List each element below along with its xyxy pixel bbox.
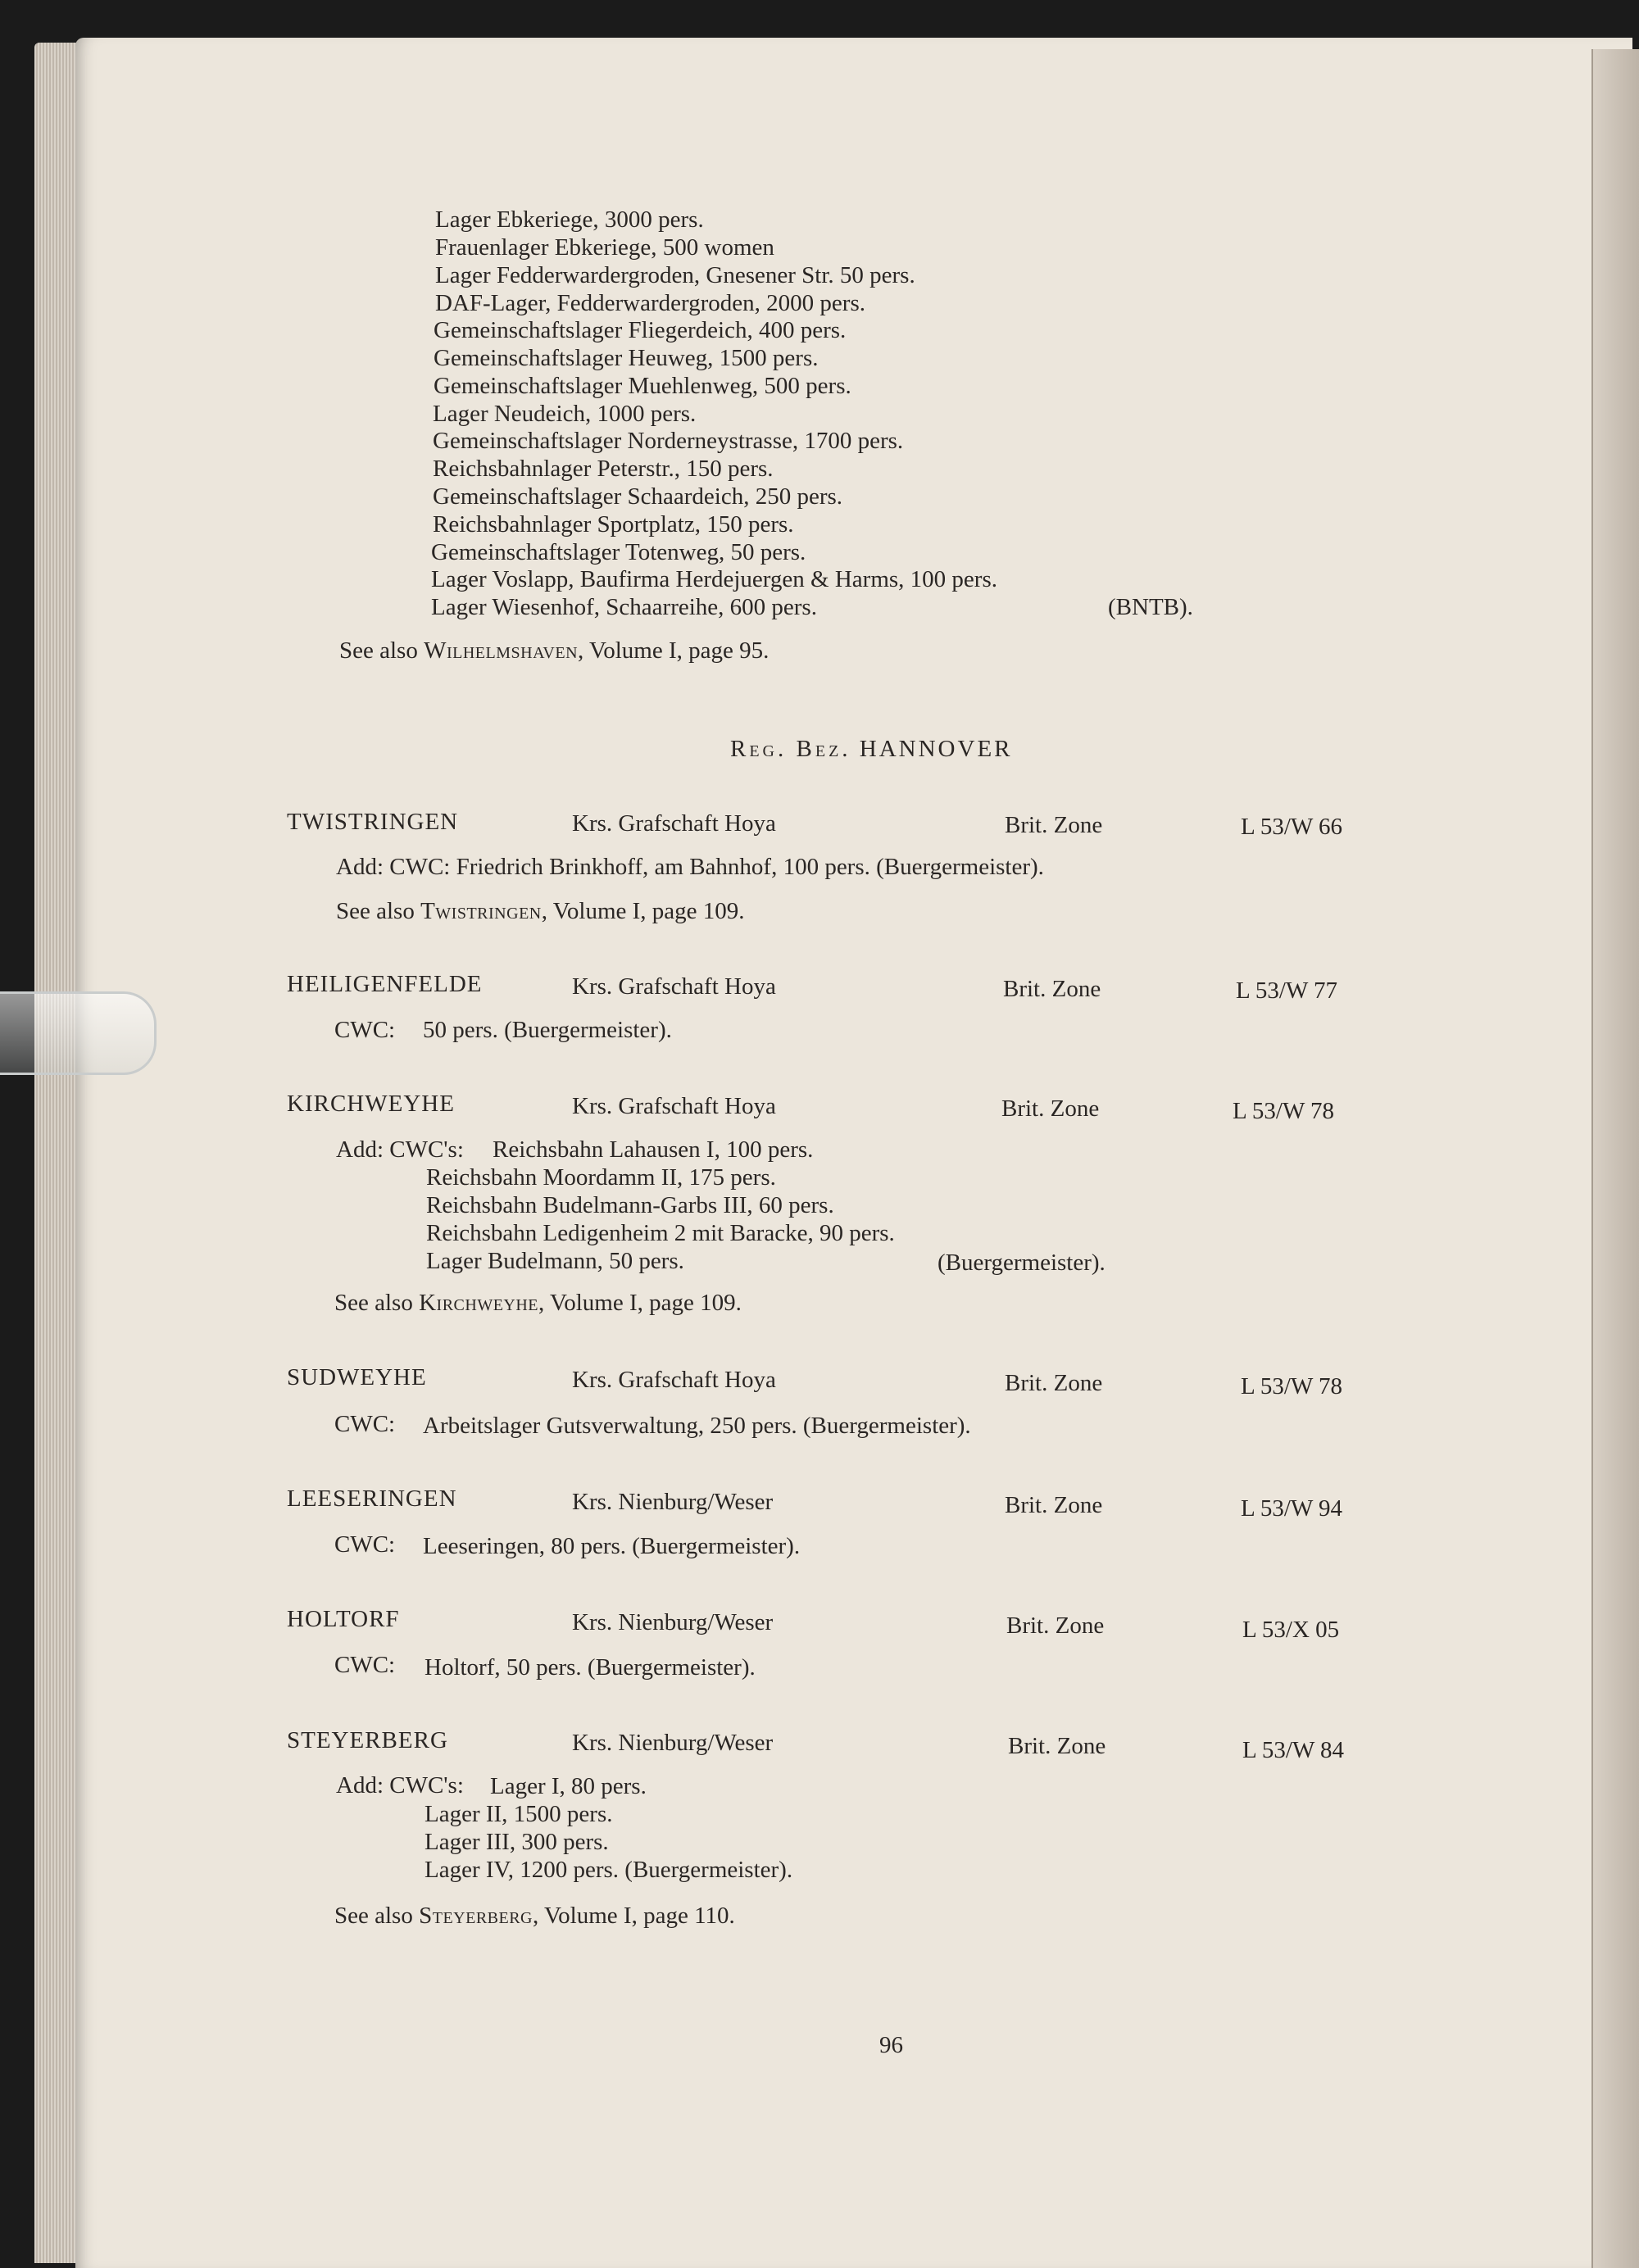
grid-ref: L 53/W 78: [1241, 1373, 1343, 1399]
grid-ref: L 53/W 94: [1241, 1495, 1343, 1522]
see-also-place: Wilhelmshaven: [424, 637, 579, 664]
grid-ref: L 53/W 84: [1242, 1737, 1345, 1763]
list-item: Lager I, 80 pers.: [490, 1773, 647, 1799]
kreis: Krs. Grafschaft Hoya: [572, 1367, 776, 1393]
grid-ref: L 53/W 78: [1233, 1098, 1335, 1124]
place-name: KIRCHWEYHE: [287, 1091, 455, 1117]
list-item: Reichsbahn Moordamm II, 175 pers.: [426, 1164, 776, 1191]
region-prefix: Reg. Bez.: [730, 736, 851, 762]
see-also-prefix: See also: [334, 1903, 420, 1929]
bookmark-tab: [0, 991, 157, 1075]
list-item: Lager Voslapp, Baufirma Herdejuergen & Harms, 100 pers.: [431, 566, 997, 592]
see-also-suffix: , Volume I, page 109.: [541, 898, 745, 924]
list-item: Frauenlager Ebkeriege, 500 women: [435, 234, 774, 261]
see-also-suffix: , Volume I, page 110.: [533, 1903, 735, 1929]
list-item: Gemeinschaftslager Fliegerdeich, 400 pers.: [434, 317, 847, 343]
list-item: Reichsbahnlager Peterstr., 150 pers.: [433, 456, 774, 482]
list-item: Lager Wiesenhof, Schaarreihe, 600 pers.: [431, 594, 817, 620]
zone: Brit. Zone: [1005, 1492, 1103, 1518]
kreis: Krs. Nienburg/Weser: [572, 1609, 774, 1635]
place-name: HEILIGENFELDE: [287, 971, 483, 997]
list-item: DAF-Lager, Fedderwardergroden, 2000 pers.: [435, 290, 865, 316]
list-item: Gemeinschaftslager Schaardeich, 250 pers.: [433, 483, 843, 510]
zone: Brit. Zone: [1001, 1095, 1100, 1122]
entry-detail: Holtorf, 50 pers. (Buergermeister).: [425, 1654, 756, 1681]
list-item: Lager Ebkeriege, 3000 pers.: [435, 206, 704, 233]
place-name: LEESERINGEN: [287, 1486, 457, 1512]
see-also-place: Steyerberg: [419, 1903, 533, 1929]
see-also-note: [334, 1291, 742, 1315]
source-note: (Buergermeister).: [938, 1250, 1106, 1276]
place-name: SUDWEYHE: [287, 1364, 427, 1390]
entry-label: CWC:: [334, 1531, 396, 1558]
entry-label: CWC:: [334, 1017, 396, 1043]
zone: Brit. Zone: [1008, 1733, 1106, 1759]
see-also-prefix: See also: [336, 898, 421, 924]
see-also-note: [336, 900, 745, 923]
list-item: Lager IV, 1200 pers. (Buergermeister).: [425, 1857, 793, 1883]
list-item: Reichsbahnlager Sportplatz, 150 pers.: [433, 511, 794, 538]
book-page: [75, 38, 1632, 2268]
list-item: Lager Neudeich, 1000 pers.: [433, 401, 697, 427]
facing-page-edge: [1591, 49, 1639, 2268]
see-also-prefix: See also: [339, 637, 425, 664]
list-item: Lager Fedderwardergroden, Gnesener Str. 50 pers.: [435, 262, 915, 288]
grid-ref: L 53/W 77: [1236, 978, 1338, 1004]
entry-detail: Add: CWC: Friedrich Brinkhoff, am Bahnhof, 100 pers. (Buergermeister).: [336, 854, 1044, 880]
region-name: HANNOVER: [859, 736, 1013, 762]
list-item: Reichsbahn Lahausen I, 100 pers.: [493, 1136, 814, 1163]
entry-detail: Leeseringen, 80 pers. (Buergermeister).: [423, 1533, 801, 1559]
source-note: (BNTB).: [1108, 594, 1193, 620]
zone: Brit. Zone: [1005, 812, 1103, 838]
kreis: Krs. Grafschaft Hoya: [572, 1093, 776, 1119]
zone: Brit. Zone: [1005, 1370, 1103, 1396]
see-also-place: Twistringen: [420, 898, 542, 924]
see-also-suffix: , Volume I, page 109.: [538, 1290, 742, 1316]
grid-ref: L 53/X 05: [1242, 1617, 1340, 1643]
see-also-suffix: , Volume I, page 95.: [578, 637, 770, 664]
list-item: Reichsbahn Ledigenheim 2 mit Baracke, 90 pers.: [426, 1220, 895, 1246]
see-also-note: [334, 1904, 735, 1928]
list-item: Gemeinschaftslager Heuweg, 1500 pers.: [434, 345, 819, 371]
grid-ref: L 53/W 66: [1241, 814, 1343, 840]
entry-label: CWC:: [334, 1411, 396, 1437]
list-item: Reichsbahn Budelmann-Garbs III, 60 pers.: [426, 1192, 834, 1218]
kreis: Krs. Nienburg/Weser: [572, 1489, 774, 1515]
list-item: Lager II, 1500 pers.: [425, 1801, 613, 1827]
kreis: Krs. Grafschaft Hoya: [572, 973, 776, 1000]
list-item: Gemeinschaftslager Norderneystrasse, 1700 pers.: [433, 428, 904, 454]
entry-detail: 50 pers. (Buergermeister).: [423, 1017, 672, 1043]
page-number: 96: [879, 2032, 903, 2058]
list-item: Lager III, 300 pers.: [425, 1829, 609, 1855]
entry-label: CWC:: [334, 1652, 396, 1678]
kreis: Krs. Nienburg/Weser: [572, 1730, 774, 1756]
place-name: TWISTRINGEN: [287, 809, 459, 835]
place-name: STEYERBERG: [287, 1727, 448, 1753]
see-also-note: [339, 639, 769, 663]
kreis: Krs. Grafschaft Hoya: [572, 810, 776, 837]
entry-label: Add: CWC's:: [336, 1136, 464, 1163]
entry-detail: Arbeitslager Gutsverwaltung, 250 pers. (Buergermeister).: [423, 1413, 971, 1439]
see-also-prefix: See also: [334, 1290, 420, 1316]
see-also-place: Kirchweyhe: [419, 1290, 539, 1316]
place-name: HOLTORF: [287, 1606, 400, 1632]
zone: Brit. Zone: [1006, 1613, 1105, 1639]
zone: Brit. Zone: [1003, 976, 1101, 1002]
list-item: Lager Budelmann, 50 pers.: [426, 1248, 684, 1274]
list-item: Gemeinschaftslager Totenweg, 50 pers.: [431, 539, 806, 565]
entry-label: Add: CWC's:: [336, 1772, 464, 1799]
region-heading: [730, 737, 1013, 761]
list-item: Gemeinschaftslager Muehlenweg, 500 pers.: [434, 373, 851, 399]
